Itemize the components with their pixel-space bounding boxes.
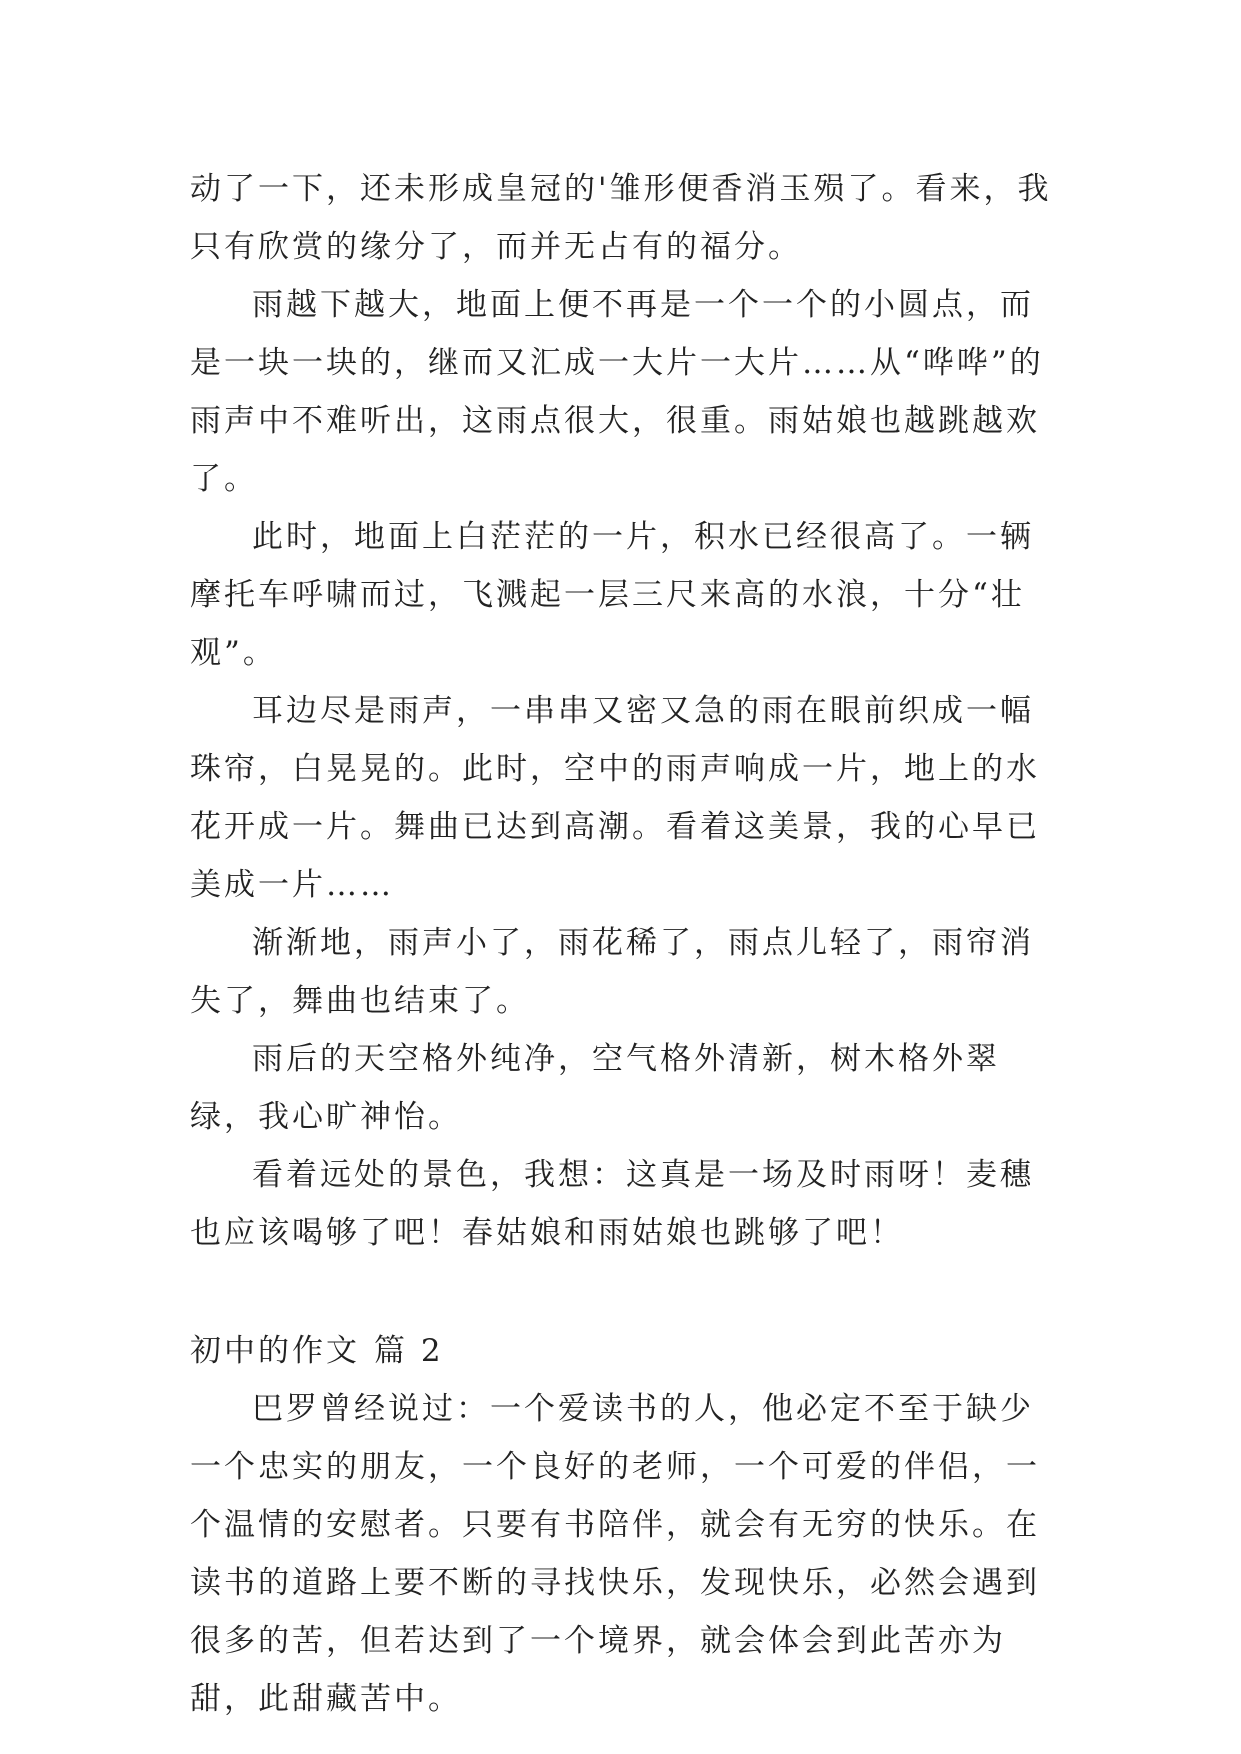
section-number: 篇 2 xyxy=(374,1333,444,1369)
paragraph: 巴罗曾经说过：一个爱读书的人，他必定不至于缺少一个忠实的朋友，一个良好的老师，一个可爱的伴侣，一个温情的安慰者。只要有书陪伴，就会有无穷的快乐。在读书的道路上要不断的寻找快乐，发现快乐，必然会遇到很多的苦，但若达到了一个境界，就会体会到此苦亦为甜，此甜藏苦中。 xyxy=(190,1391,1040,1717)
paragraph: 动了一下，还未形成皇冠的'雏形便香消玉殒了。看来，我只有欣赏的缘分了，而并无占有的福分。 xyxy=(190,171,1052,265)
paragraph: 雨越下越大，地面上便不再是一个一个的小圆点，而是一块一块的，继而又汇成一大片一大片……从“哗哗”的雨声中不难听出，这雨点很大，很重。雨姑娘也越跳越欢了。 xyxy=(190,287,1044,497)
section-heading xyxy=(190,1322,1060,1380)
paragraph: 雨后的天空格外纯净，空气格外清新，树木格外翠绿，我心旷神怡。 xyxy=(190,1041,1000,1135)
paragraph: 看着远处的景色，我想：这真是一场及时雨呀！麦穗也应该喝够了吧！春姑娘和雨姑娘也跳够了吧！ xyxy=(190,1157,1034,1251)
paragraph: 渐渐地，雨声小了，雨花稀了，雨点儿轻了，雨帘消失了，舞曲也结束了。 xyxy=(190,925,1034,1019)
paragraph: 耳边尽是雨声，一串串又密又急的雨在眼前织成一幅珠帘，白晃晃的。此时，空中的雨声响成一片，地上的水花开成一片。舞曲已达到高潮。看着这美景，我的心早已美成一片…… xyxy=(190,693,1040,903)
section-title: 初中的作文 xyxy=(190,1333,360,1369)
paragraph: 此时，地面上白茫茫的一片，积水已经很高了。一辆摩托车呼啸而过，飞溅起一层三尺来高的水浪，十分“壮观”。 xyxy=(190,519,1034,671)
document-body xyxy=(190,160,1060,1728)
